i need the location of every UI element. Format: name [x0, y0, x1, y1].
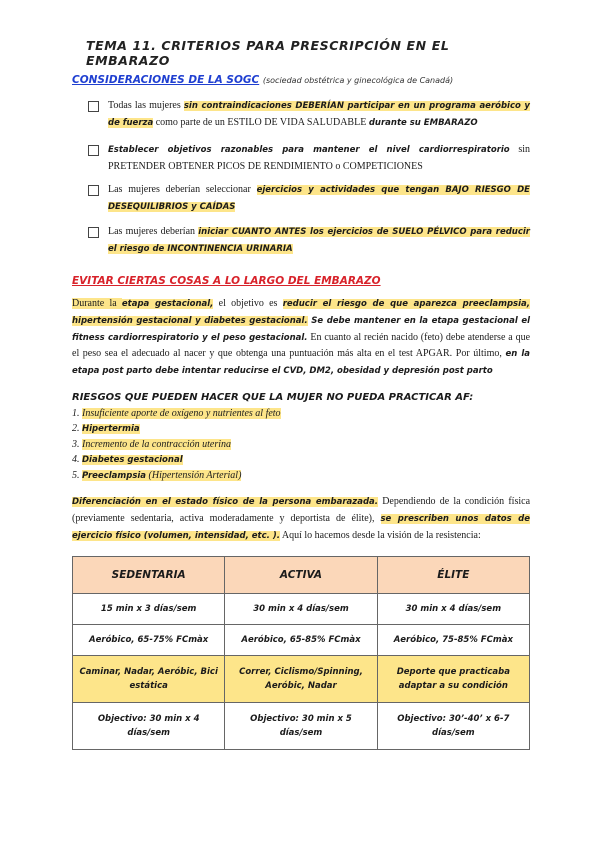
bullet-3 — [90, 182, 530, 215]
checkbox-icon — [88, 227, 99, 238]
table-cell: Aeróbico, 65-75% FCmàx — [73, 625, 225, 656]
bullet-1-text-a: Todas las mujeres — [108, 100, 184, 111]
evitar-text-1: Durante la — [72, 298, 122, 309]
checkbox-icon — [88, 185, 99, 196]
prescription-table — [72, 556, 530, 750]
dif-text-4: Aquí lo hacemos desde la visión de la resistencia: — [279, 529, 481, 541]
table-cell: Objectivo: 30’-40’ x 6-7 días/sem — [377, 703, 529, 750]
evitar-paragraph — [72, 296, 530, 380]
riesgo-5: Preeclampsia — [82, 471, 147, 481]
sogc-heading — [72, 74, 542, 86]
evitar-heading: EVITAR CIERTAS COSAS A LO LARGO DEL EMBARAZO — [72, 275, 381, 287]
checkbox-icon — [88, 145, 99, 156]
bullet-4 — [90, 224, 530, 257]
riesgo-3: Incremento de la contracción uterina — [82, 439, 232, 450]
riesgos-heading: RIESGOS QUE PUEDEN HACER QUE LA MUJER NO PUEDA PRACTICAR AF: — [72, 392, 474, 403]
table-header: SEDENTARIA — [73, 557, 225, 594]
list-item: 4. Diabetes gestacional — [72, 454, 183, 465]
table-row — [73, 625, 530, 656]
table-cell: Aeróbico, 65-85% FCmàx — [225, 625, 377, 656]
evitar-text-6: En cuanto al recién nacido (feto) debe atenderse a que el peso sea el adecuado al nacer y que obtenga una puntuación más alta en el test APGAR. Por último, — [72, 331, 531, 360]
riesgo-1: Insuficiente aporte de oxígeno y nutrientes al feto — [82, 408, 281, 419]
table-cell: 30 min x 4 días/sem — [225, 594, 377, 625]
table-row — [73, 594, 530, 625]
riesgo-2: Hipertermia — [82, 424, 140, 434]
dif-text-2: Dependiendo de la condición física (previamente sedentaria, activa moderadamente y deportista de élite), — [72, 496, 531, 524]
table-cell: Objectivo: 30 min x 4 días/sem — [73, 703, 225, 750]
bullet-1-text-d: durante su EMBARAZO — [368, 117, 478, 128]
table-cell: Aeróbico, 75-85% FCmàx — [377, 625, 529, 656]
diferenciacion-paragraph — [72, 494, 530, 544]
evitar-text-2: etapa gestacional, — [121, 299, 214, 309]
table-cell: Deporte que practicaba adaptar a su condición — [377, 656, 529, 703]
table-row — [73, 656, 530, 703]
list-item: 3. Incremento de la contracción uterina — [72, 439, 232, 450]
page-title: TEMA 11. CRITERIOS PARA PRESCRIPCIÓN EN EL EMBARAZO — [86, 38, 450, 68]
bullet-1-text-c: como parte de un ESTILO DE VIDA SALUDABLE — [153, 116, 369, 128]
bullet-2 — [90, 142, 530, 175]
bullet-4-text-a: Las mujeres deberían — [108, 226, 199, 237]
table-cell: 30 min x 4 días/sem — [377, 594, 529, 625]
table-cell: Objectivo: 30 min x 5 días/sem — [225, 703, 377, 750]
checkbox-icon — [88, 101, 99, 112]
dif-text-1: Diferenciación en el estado físico de la persona embarazada. — [72, 497, 378, 507]
list-item: 5. Preeclampsia (Hipertensión Arterial) — [72, 470, 242, 481]
dif-text-3: se prescriben unos datos de ejercicio físico (volumen, intensidad, etc. ). — [72, 513, 530, 541]
table-cell: Correr, Ciclismo/Spinning, Aeróbic, Nadar — [225, 656, 377, 703]
bullet-3-text-a: Las mujeres deberían seleccionar — [108, 184, 257, 195]
table-row — [73, 703, 530, 750]
riesgo-5-note: (Hipertensión Arterial) — [146, 470, 242, 481]
list-item: 2. Hipertermia — [72, 423, 140, 434]
evitar-text-3: el objetivo es — [213, 298, 283, 309]
evitar-text-7: en la etapa post parto debe intentar reducirse el CVD, DM2, obesidad y depresión post parto — [72, 349, 530, 377]
riesgos-list — [72, 406, 281, 484]
evitar-text-5: Se debe mantener en la etapa gestacional el fitness cardiorrespiratorio y el peso gestacional. — [72, 315, 531, 343]
bullet-1 — [90, 98, 530, 131]
table-cell: Caminar, Nadar, Aeróbic, Bici estática — [73, 656, 225, 703]
bullet-2-text-a: Establecer objetivos razonables para mantener el nivel cardiorrespiratorio — [108, 145, 510, 155]
list-item: 1. Insuficiente aporte de oxígeno y nutrientes al feto — [72, 408, 281, 419]
bullet-4-text-b: iniciar CUANTO ANTES los ejercicios de SUELO PÉLVICO para reducir el riesgo de INCONTINENCIA URINARIA — [108, 227, 530, 254]
riesgo-4: Diabetes gestacional — [82, 455, 183, 465]
evitar-text-4: reducir el riesgo de que aparezca preeclampsia, hipertensión gestacional y diabetes gestacional. — [72, 299, 530, 326]
table-header: ACTIVA — [225, 557, 377, 594]
bullet-1-text-b: sin contraindicaciones DEBERÍAN participar en un programa aeróbico y de fuerza — [108, 101, 530, 128]
bullet-3-text-b: ejercicios y actividades que tengan BAJO RIESGO DE DESEQUILIBRIOS y CAÍDAS — [108, 185, 530, 212]
table-header: ÉLITE — [377, 557, 529, 594]
table-cell: 15 min x 3 días/sem — [73, 594, 225, 625]
table-header-row — [73, 557, 530, 594]
bullet-2-text-b: sin PRETENDER OBTENER PICOS DE RENDIMIENTO o COMPETICIONES — [108, 144, 531, 172]
sogc-heading-note: (sociedad obstétrica y ginecológica de Canadá) — [262, 76, 454, 85]
sogc-heading-text: CONSIDERACIONES DE LA SOGC — [72, 74, 260, 86]
